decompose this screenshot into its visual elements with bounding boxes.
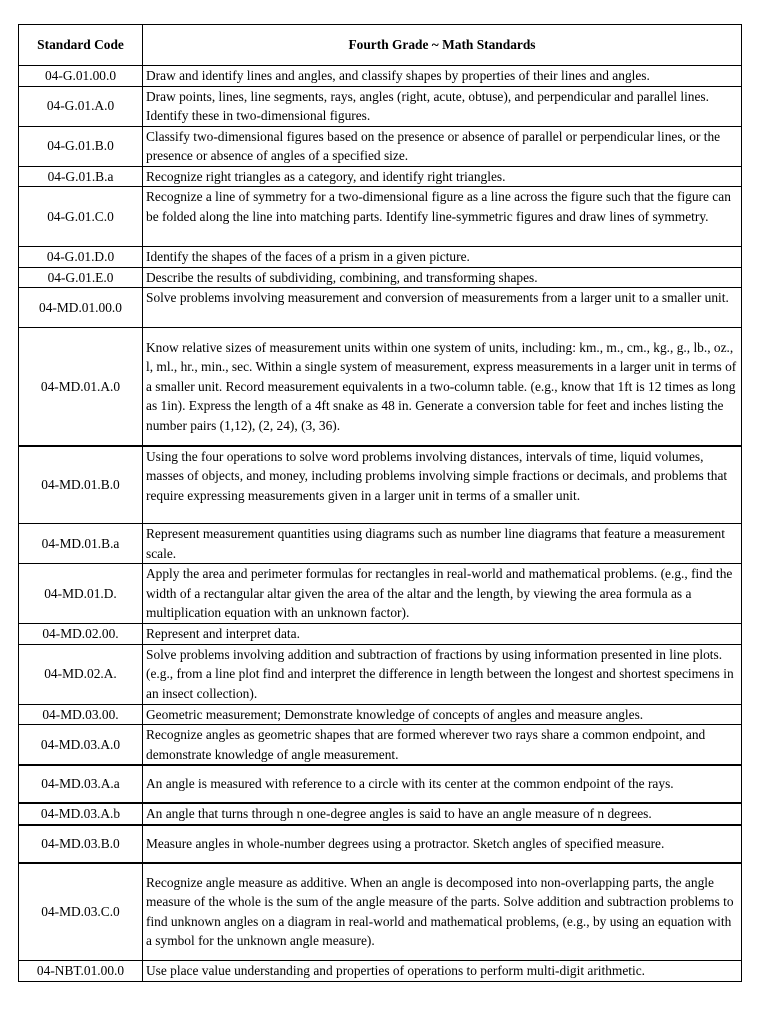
table-row — [19, 86, 742, 126]
standard-code: 04-G.01.00.0 — [19, 66, 143, 87]
table-row — [19, 267, 742, 288]
standard-code: 04-G.01.B.a — [19, 166, 143, 187]
standard-description: Identify the shapes of the faces of a prism in a given picture. — [143, 247, 742, 268]
table-row — [19, 725, 742, 766]
standard-code: 04-MD.03.A.0 — [19, 725, 143, 766]
standard-description: An angle that turns through n one-degree angles is said to have an angle measure of n degrees. — [143, 803, 742, 825]
header-standards: Fourth Grade ~ Math Standards — [143, 25, 742, 66]
table-row — [19, 825, 742, 863]
standard-description: Measure angles in whole-number degrees using a protractor. Sketch angles of specified measure. — [143, 825, 742, 863]
standard-description: Know relative sizes of measurement units within one system of units, including: km., m., cm., kg., g., lb., oz., l, ml., hr., min., sec. Within a single system of measurement, express measurements in a larger unit in terms of a smaller unit. Record measurement equivalents in a two-column table. (e.g., know that 1ft is 12 times as long as 1in). Express the length of a 4ft snake as 48 in. Generate a conversion table for feet and inches listing the number pairs (1,12), (2, 24), (3, 36). — [143, 328, 742, 446]
standard-code: 04-MD.03.A.a — [19, 765, 143, 803]
standard-description: Recognize right triangles as a category, and identify right triangles. — [143, 166, 742, 187]
standard-code: 04-MD.03.B.0 — [19, 825, 143, 863]
standard-description: Solve problems involving addition and subtraction of fractions by using information presented in line plots. (e.g., from a line plot find and interpret the difference in length between the longest and shortest specimens in an insect collection). — [143, 644, 742, 704]
table-row — [19, 863, 742, 961]
table-row — [19, 961, 742, 982]
header-row — [19, 25, 742, 66]
standard-code: 04-G.01.D.0 — [19, 247, 143, 268]
standard-description: Represent measurement quantities using diagrams such as number line diagrams that feature a measurement scale. — [143, 524, 742, 564]
standard-code: 04-G.01.B.0 — [19, 126, 143, 166]
standard-description: Describe the results of subdividing, combining, and transforming shapes. — [143, 267, 742, 288]
standard-code: 04-NBT.01.00.0 — [19, 961, 143, 982]
standard-description: Represent and interpret data. — [143, 624, 742, 645]
table-row — [19, 288, 742, 328]
standard-description: An angle is measured with reference to a circle with its center at the common endpoint of the rays. — [143, 765, 742, 803]
table-row — [19, 564, 742, 624]
standard-description: Use place value understanding and properties of operations to perform multi-digit arithmetic. — [143, 961, 742, 982]
standard-code: 04-MD.01.B.a — [19, 524, 143, 564]
standard-description: Recognize a line of symmetry for a two-dimensional figure as a line across the figure such that the figure can be folded along the line into matching parts. Identify line-symmetric figures and draw lines of symmetry. — [143, 187, 742, 247]
table-row — [19, 803, 742, 825]
standard-code: 04-G.01.C.0 — [19, 187, 143, 247]
table-row — [19, 765, 742, 803]
table-row — [19, 624, 742, 645]
table-row — [19, 446, 742, 524]
table-row — [19, 166, 742, 187]
standard-code: 04-MD.03.C.0 — [19, 863, 143, 961]
table-row — [19, 66, 742, 87]
standard-description: Recognize angles as geometric shapes that are formed wherever two rays share a common endpoint, and demonstrate knowledge of angle measurement. — [143, 725, 742, 766]
table-row — [19, 644, 742, 704]
standard-code: 04-MD.01.D. — [19, 564, 143, 624]
standard-code: 04-G.01.E.0 — [19, 267, 143, 288]
standard-description: Using the four operations to solve word problems involving distances, intervals of time, liquid volumes, masses of objects, and money, including problems involving simple fractions or decimals, and problems that require expressing measurements given in a larger unit in terms of a smaller unit. — [143, 446, 742, 524]
standard-description: Solve problems involving measurement and conversion of measurements from a larger unit to a smaller unit. — [143, 288, 742, 328]
table-row — [19, 247, 742, 268]
standard-description: Classify two-dimensional figures based on the presence or absence of parallel or perpendicular lines, or the presence or absence of angles of a specified size. — [143, 126, 742, 166]
table-row — [19, 126, 742, 166]
standard-description: Draw and identify lines and angles, and classify shapes by properties of their lines and angles. — [143, 66, 742, 87]
table-row — [19, 524, 742, 564]
standard-description: Apply the area and perimeter formulas for rectangles in real-world and mathematical problems. (e.g., find the width of a rectangular altar given the area of the altar and the length, by viewing the area formula as a multiplication equation with an unknown factor). — [143, 564, 742, 624]
standard-description: Geometric measurement; Demonstrate knowledge of concepts of angles and measure angles. — [143, 704, 742, 725]
table-row — [19, 704, 742, 725]
standards-table — [18, 24, 742, 982]
standard-code: 04-MD.01.00.0 — [19, 288, 143, 328]
standard-code: 04-MD.03.A.b — [19, 803, 143, 825]
standard-description: Recognize angle measure as additive. When an angle is decomposed into non-overlapping parts, the angle measure of the whole is the sum of the angle measure of the parts. Solve addition and subtraction problems to find unknown angles on a diagram in real-world and mathematical problems, (e.g., by using an equation with a symbol for the unknown angle measure). — [143, 863, 742, 961]
standard-code: 04-MD.01.B.0 — [19, 446, 143, 524]
standard-code: 04-MD.02.00. — [19, 624, 143, 645]
standard-code: 04-MD.01.A.0 — [19, 328, 143, 446]
standard-description: Draw points, lines, line segments, rays, angles (right, acute, obtuse), and perpendicular and parallel lines. Identify these in two-dimensional figures. — [143, 86, 742, 126]
standard-code: 04-G.01.A.0 — [19, 86, 143, 126]
standard-code: 04-MD.03.00. — [19, 704, 143, 725]
header-standard-code: Standard Code — [19, 25, 143, 66]
table-row — [19, 187, 742, 247]
standard-code: 04-MD.02.A. — [19, 644, 143, 704]
table-row — [19, 328, 742, 446]
